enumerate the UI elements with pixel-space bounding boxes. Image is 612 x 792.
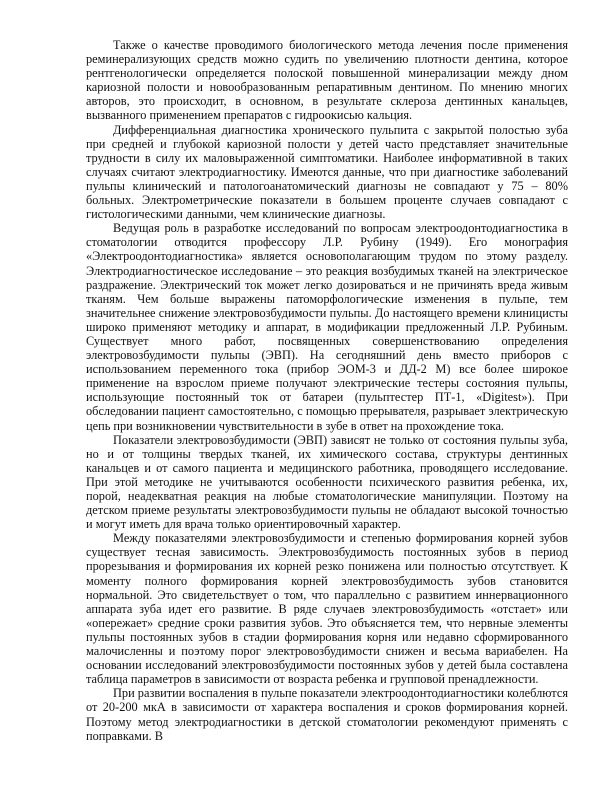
paragraph-inflammation: При развитии воспаления в пульпе показатели электроодонтодиагностики колеблются от 20-200 мкА в зависимости от характера воспаления и сроков формирования корней. Поэтому метод электродиагностики в детской стоматологии рекомендуют применять с поправками. В: [86, 686, 568, 743]
paragraph-root-formation: Между показателями электровозбудимости и степенью формирования корней зубов существует тесная зависимость. Электровозбудимость постоянных зубов в период прорезывания и формирования их корней резко понижена или полностью отсутствует. К моменту полного формирования корней электровозбудимость зубов становится нормальной. Это свидетельствует о том, что параллельно с развитием иннервационного аппарата зуба идет его развитие. В ряде случаев электровозбудимость «отстает» или «опережает» средние сроки развития зубов. Это объясняется тем, что нервные элементы пульпы постоянных зубов в стадии формирования корня или недавно сформированного малочисленны и поэтому порог электровозбудимости снижен и весьма вариабелен. На основании исследований электровозбудимости постоянных зубов у детей была составлена таблица параметров в зависимости от возраста ребенка и групповой пренадлежности.: [86, 531, 568, 687]
document-page: [86, 38, 568, 743]
paragraph-evp-factors: Показатели электровозбудимости (ЭВП) зависят не только от состояния пульпы зуба, но и от толщины твердых тканей, их химического состава, структуры дентинных канальцев и от самого пациента и медицинского работника, проводящего исследование. При этой методике не учитываются особенности психического развития ребенка, их, порой, неадекватная реакция на любые стоматологические манипуляции. Поэтому на детском приеме результаты электровозбудимости пульпы не обладают высокой точностью и могут иметь для врача только ориентировочный характер.: [86, 432, 568, 532]
paragraph-differential-diagnosis: Дифференциальная диагностика хронического пульпита с закрытой полостью зуба при средней и глубокой кариозной полости у детей часто представляет значительные трудности в силу их маловыраженной симптоматики. Наиболее информативной в таких случаях считают электродиагностику. Имеются данные, что при диагностике заболеваний пульпы клинический и патологоанатомический диагнозы не совпадают у 75 – 80% больных. Электрометрические показатели в большем проценте случаев совпадают с гистологическими данными, чем клинические диагнозы.: [86, 122, 568, 222]
paragraph-remineralization: Также о качестве проводимого биологического метода лечения после применения реминерализующих средств можно судить по увеличению плотности дентина, которое рентгенологически определяется полоской повышенной минерализации между дном кариозной полости и новообразованным репаративным дентином. По мнению многих авторов, это происходит, в основном, в результате склероза дентинных канальцев, вызванного применением препаратов с гидроокисью кальция.: [86, 38, 568, 123]
paragraph-rubin-research: Ведущая роль в разработке исследований по вопросам электроодонтодиагностика в стоматологии отводится профессору Л.Р. Рубину (1949). Его монография «Электроодонтодиагностика» является основополагающим трудом по этому разделу. Электродиагностическое исследование – это реакция возбудимых тканей на электрическое раздражение. Электрический ток может легко дозироваться и не причинять вреда живым тканям. Чем больше выражены патоморфологические изменения в пульпе, тем значительнее снижение электровозбудимости пульпы. До настоящего времени клиницисты широко применяют методику и аппарат, в модификации предложенный Л.Р. Рубиным. Существует много работ, посвященных совершенствованию определения электровозбудимости пульпы (ЭВП). На сегодняшний день вместо приборов с использованием переменного тока (прибор ЭОМ-3 и ДД-2 М) все более широкое применение на взрослом приеме получают электрические тестеры состояния пульпы, использующие постоянный ток от батареи (пульптестер ПТ-1, «Digitest»). При обследовании пациент самостоятельно, с помощью прерывателя, разрывает электрическую цепь при возникновении чувствительности в зубе в ответ на прохождение тока.: [86, 221, 568, 433]
